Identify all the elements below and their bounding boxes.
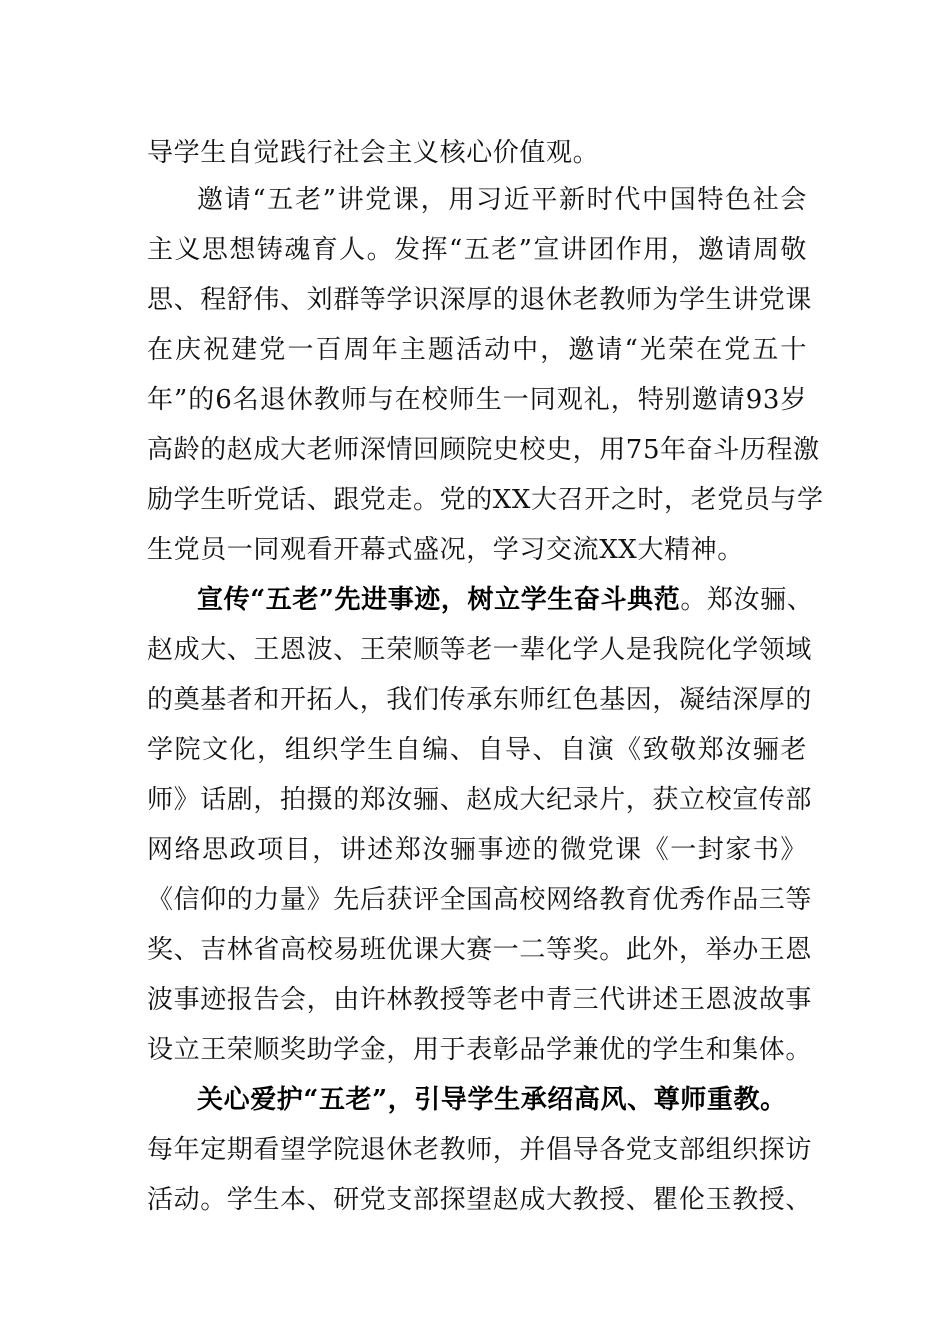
paragraph-line: 高龄的赵成大老师深情回顾院史校史，用75年奋斗历程激 bbox=[147, 435, 820, 465]
bold-lead-sentence: 宣传“五老”先进事迹，树立学生奋斗典范 bbox=[197, 585, 681, 615]
paragraph-line: 的奠基者和开拓人，我们传承东师红色基因，凝结深厚的 bbox=[147, 685, 813, 715]
paragraph-line: 思、程舒伟、刘群等学识深厚的退休老教师为学生讲党课 bbox=[147, 285, 813, 315]
paragraph-line: 赵成大、王恩波、王荣顺等老一辈化学人是我院化学领域 bbox=[147, 635, 813, 665]
paragraph-line: 设立王荣顺奖助学金，用于表彰品学兼优的学生和集体。 bbox=[147, 1035, 813, 1065]
paragraph-line: 师》话剧，拍摄的郑汝骊、赵成大纪录片，获立校宣传部 bbox=[147, 785, 813, 815]
paragraph-line: 《信仰的力量》先后获评全国高校网络教育优秀作品三等 bbox=[147, 885, 813, 915]
paragraph-line: 宣传“五老”先进事迹，树立学生奋斗典范。郑汝骊、 bbox=[197, 585, 814, 615]
paragraph-line: 导学生自觉践行社会主义核心价值观。 bbox=[147, 138, 600, 168]
paragraph-line: 学院文化，组织学生自编、自导、自演《致敬郑汝骊老 bbox=[147, 735, 807, 765]
paragraph-line: 主义思想铸魂育人。发挥“五老”宣讲团作用，邀请周敬 bbox=[147, 235, 807, 265]
paragraph-line: 活动。学生本、研党支部探望赵成大教授、瞿伦玉教授、 bbox=[147, 1185, 813, 1215]
paragraph-line: 邀请“五老”讲党课，用习近平新时代中国特色社会 bbox=[197, 185, 807, 215]
paragraph-line bbox=[197, 1075, 807, 1125]
paragraph-line: 每年定期看望学院退休老教师，并倡导各党支部组织探访 bbox=[147, 1135, 813, 1165]
paragraph-line: 在庆祝建党一百周年主题活动中，邀请“光荣在党五十 bbox=[147, 335, 807, 365]
paragraph-line: 励学生听党话、跟党走。党的XX大召开之时，老党员与学 bbox=[147, 485, 824, 515]
paragraph-line: 网络思政项目，讲述郑汝骊事迹的微党课《一封家书》 bbox=[147, 835, 807, 865]
bold-lead-sentence: 关心爱护“五老”，引导学生承绍高风、尊师重教。 bbox=[197, 1085, 787, 1115]
paragraph-line: 生党员一同观看开幕式盛况，学习交流XX大精神。 bbox=[147, 535, 744, 565]
paragraph-line: 波事迹报告会，由许林教授等老中青三代讲述王恩波故事 bbox=[147, 985, 813, 1015]
paragraph-line: 年”的6名退休教师与在校师生一同观礼，特别邀请93岁 bbox=[147, 385, 807, 415]
paragraph-line: 奖、吉林省高校易班优课大赛一二等奖。此外，举办王恩 bbox=[147, 935, 813, 965]
